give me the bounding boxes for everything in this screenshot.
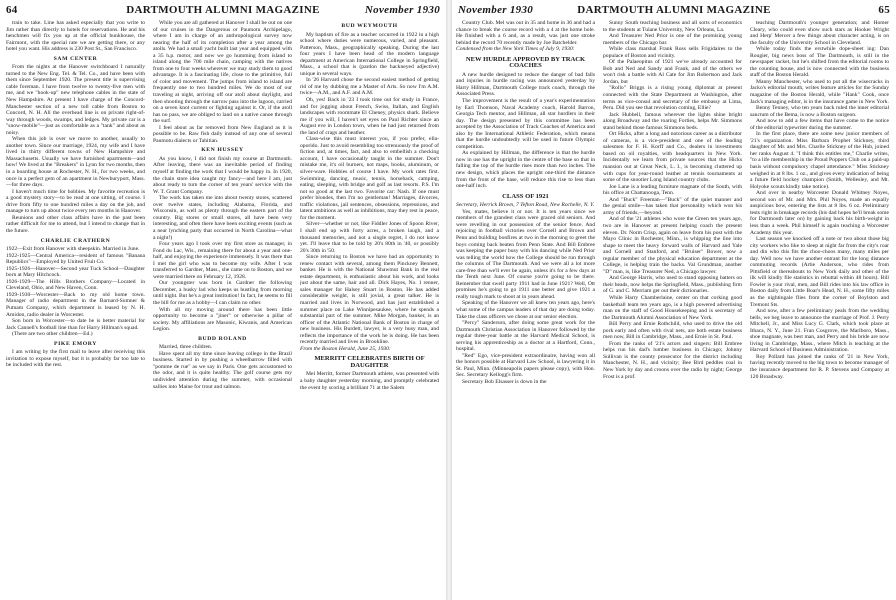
paragraph: train to take. Line has asked especially that you write to Jim rather than directly to hotels for reservations. He and his henchmen will fix you up at the official bunkhouse, the Fairmont, with the special rate we are getting there, or any hotel you want. His address is 230 Post St., San Francisco. bbox=[6, 20, 145, 53]
paragraph: Benny Tenney, who ten years back ruled the inner editorial sanctum of the Bema, is now a Boston surgeon. bbox=[750, 105, 889, 118]
paragraph: "Rollo" Briggs is a rising young diplomat at present connected with the State Department at Washington, after terms as vice-consul and secretary of the embassy at Lima, Peru. Did you see that revolution coming, Ellie? bbox=[603, 85, 742, 112]
paragraph: My baptism of fire as a teacher occurred in 1922 in a high school where duties were numerous, varied, and pleasant. Patterson, Mass., geographically speaking. During the last four years I have been head of the modern language department at American International College in Springfield, Mass., a school that is (pardon the hackneyed adjective) unique in several ways. bbox=[300, 31, 439, 77]
paragraph: Mel Merritt, former Dartmouth athlete, was presented with a baby daughter yesterday morning, and promptly celebrated the event by scoring a brilliant 71 at the Salem bbox=[300, 371, 439, 391]
section-heading: BUD WEYMOUTH bbox=[341, 23, 398, 29]
paragraph: And now, after a few preliminary peals from the wedding bells, we beg leave to announce the marriage of Prof. J. Perry Mitchell, Jr., and Miss Lucy G. Clark, which took place at Ithaca, N. Y., June 21. Fran Cosgrove, the Marlboro, Mass., shoe magnate, was best man, and Perry and his bride are now living in Cambridge, Mass., where Mitch is teaching at the Harvard School of Business Administration. bbox=[750, 308, 889, 354]
paragraph: Ort Hicks, after a long and notorious career as a distributor of cameras, is a vice-president and one of the leading salesmen for F. H. Korff and Co., dealers in investments based on oil royalties, with headquarters in New York. Incidentally we learn from private sources that the Hicks mansion out at Great Neck, L. I., is becoming cluttered up with cups for year-round leather at tennis tournaments at some of the snootier Long Island country clubs. bbox=[603, 131, 742, 184]
article-headline: CLASS OF 1921 bbox=[502, 192, 549, 200]
paragraph: While today finds the erstwhile dope-sheet ing: Dan Rougier, big news boss of The Dartmouth, is still in the newspaper racket, but he's shifted from the editorial rooms to the counting house, and is now connected with the business staff of the Boston Herald. bbox=[750, 46, 889, 79]
left-running-head bbox=[6, 4, 440, 18]
page-number: 65 bbox=[878, 4, 890, 16]
paragraph: In the first place, there are some new junior members of '21's organization. Miss Barbara Prophet Stickney, third daughter of Mr. and Mrs. Charlie Stickney of the Hub, joined her ranks August 4. "I think this entitles me," Charlie writes, "to a life membership in the Proud Poppers Club on a paid-up basis without compulsory chapel attendance." Miss Stickney weighed in at 8 lbs. 1 oz., and gives every indication of being a future field hockey champion (Smith, Wellesley, and Mt. Holyoke scouts kindly take notice). bbox=[750, 131, 889, 190]
issue-date: November 1930 bbox=[458, 4, 534, 16]
paragraph: (There are two other children—Ed.) bbox=[12, 331, 93, 338]
paragraph: teaching Dartmouth's younger generation; and Homer Cleary, who could even show such stars as Hooker Wright and Herp' Mercer a few things about character acting, is on the faculty of the University School in Cleveland. bbox=[750, 20, 889, 46]
magazine-title: DARTMOUTH ALUMNI MAGAZINE bbox=[577, 4, 771, 16]
paragraph: Country Club. Mel was out in 35 and home in 36 and had a chance to break the course record with a 4 at the home hole. He finished with a 6 and, as a result, was just one stroke behind the record 70 recently made by Joe Batchelder. bbox=[456, 20, 595, 46]
paragraph: And over in nearby Worcester Donald Whitney Noyes, second son of Mr. and Mrs. Phil Noyes, made an equally auspicious bow, entering the lists at 8 lbs. 6 oz. Preliminary tests right in breakage records (his dad hopes he'll break some for Dartmouth later on) by gaining back his birth-weight in less than a week. Phil himself is again teaching a Worcester Academy this year. bbox=[750, 190, 889, 236]
paragraph: I feel about as far removed from New England as it is possible to be. Raw fish daily instead of any one of several Paumotu dialects or Tahitian. bbox=[153, 124, 292, 144]
paragraph: Since returning to Boston we have had an opportunity to renew contact with several, among them Pinckney Bennett, banker. He is with the National Shawmut Bank in the real estate department, is enthusiastic about his work, and looks just about the same, hair and all. Dick Hayes, No. 1 renner, sales manager for Halsey Stuart in Boston. He has added considerable weight, is still jovial, a great talker. He is married and lives in Norwood, and has just established a summer place on Lake Winnipesaukee, where he spends a substantial part of the summer. Mike Morgan, banker, is an officer of the Atlantic National Bank of Boston in charge of new business. His Burdett, lawyer, is a very busy man, and reflects the importance of the work he is doing. He has been recently married and lives in Brookline. bbox=[300, 254, 439, 346]
timeline-entry: 1929-1930—Worcester—Back to my old home town. Manager of radio department in the Barnard-Sumner & Putnam Company, which department is leased by N. H. Amidon, radio dealer in Worcester. bbox=[6, 291, 145, 318]
source-line: From the Boston Herald, June 25, 1930: bbox=[300, 345, 391, 352]
paragraph: "Percy" Sanderson, after doing some great work for the Dartmouth Christian Association in Hanover followed by the regular three-year battle at the Harvard Medical School, is serving his apprenticeship as a doctor at a Hartford, Conn., hospital. bbox=[456, 320, 595, 353]
paragraph: Yes, mates, believe it or not. It is ten years since we members of the grandest class were graced old seniors. And were revelling in our possession of the senior fence. And rejoicing in football victories over Cornell and Brown and Penn and building bonfires at two in the morning to greet the boys coming back beaten from Penn State. And Bill Embree was keeping the paper busy with his dancing while Ned Prior was telling the world how the College should be run through the columns of The Dartmouth. And we were all a lot more care-free than we'll ever be again, unless it's for a few days at the Tenth next June. Of course you're going to be there. Remember that swell party 1911 had in June 1921? Well, Ott promises he's going to go 1911 one better and give 1921 a really tough mark to shoot at in years ahead. bbox=[456, 208, 595, 300]
section-heading: CHARLIE CRATHERN bbox=[40, 237, 111, 244]
paragraph: From the nights at the Hanover switchboard I naturally turned to the New Eng. Tel. & Tel. Co., and have been with them since September 1920. The present title is supervising cable foreman. I have from twelve to twenty-five men with me, and we "hook-up" new telephone cables in the state of New Hampshire. At present I have charge of the Concord-Manchester section of a new toll cable from Boston to Concord, N. H. All the overhead line is on private right-of-way through woods, swamps, and ledges. My private car is a "snow-mobile"—just as comfortable as a "tank" and about as noisy. bbox=[6, 64, 145, 136]
paragraph: I am writing by the first mail to leave after receiving this invitation to expose myself, but it is probably far too late to be included with the rest. bbox=[6, 349, 145, 369]
timeline-entry: 1922-1925—Central America—resident of famous "Banana Republics"—Employed by United Fruit Co. bbox=[6, 252, 145, 266]
paragraph: Jack Hubbell, famous wherever the lights shine bright along Broadway and the roaring Forties, helps Mr. Simmons stand behind those famous Simmons beds. bbox=[603, 111, 742, 131]
paragraph: From the ranks of '21's actors and singers: Bill Embree helps run his dad's lumber business in Chicago; Johnny Sullivan is the county prosecutor for the district including Manchester, N. H., and vicinity; Bee Bird peddles coal in New York by day and croons over the radio by night; George Frost is a prof. bbox=[603, 340, 742, 380]
text-column bbox=[300, 20, 439, 596]
paragraph: Last season we knocked off a note or two about those big city workers who like to sleep at night far from the city's roar and din who this fits the choo-choos many, many miles per day. Well now we have another entrant for the long distance commuting records (Artie Anderson, who rides from Pittsfield or thereabouts to New York daily and other of the ilk will kindly file statistics in rebuttal within 48 hours). Bill Fowler is your rival, men, and Bill rides into his law office in Boston daily from Little Boar's Head, N. H., some fifty miles as the nightingale flies from the corner of Boylston and Tremont Sts. bbox=[750, 236, 889, 308]
paragraph: Four years ago I took over my first store as manager, in Fond du Lac, Wis., remaining there for about a year and one-half, and enjoying the experience immensely. It was there that I met the girl who was to become my wife. After I was transferred to Gardner, Mass., she came on to Boston, and we were married there on February 12, 1928. bbox=[153, 241, 292, 280]
paragraph: When this job is over we move to another, usually to another town. Since our marriage, 1924, my wife and I have lived in thirty different towns of New Hampshire and Massachusetts. Usually we have furnished apartments—and how! We lived at the "Breakers" in Lynn for two months, then in a boarding house at Rochester, N. H., for two weeks, and once in a perfect gem of an apartment in Newburyport, Mass.—for three days. bbox=[6, 136, 145, 189]
paragraph: Sunny South teaching business and all sorts of economics to the students at Tulane University, New Orleans, La. bbox=[603, 20, 742, 33]
paragraph: Married, three children. bbox=[159, 344, 213, 351]
right-running-head bbox=[458, 4, 890, 18]
paragraph: With all my moving around there has been little opportunity to become a "jiner" or otherwise a pillar of society. My affiliations are Masonic, Kiwanis, and American Legion. bbox=[153, 306, 292, 333]
section-heading: KEN HUSSEY bbox=[201, 147, 244, 154]
paragraph: And Treasurer Ned Prior is one of the promising young members of the Chicago bar. bbox=[603, 33, 742, 46]
paragraph: Secretary Bob Elsasser is down in the bbox=[462, 378, 547, 385]
section-heading: SAM CENTER bbox=[53, 55, 98, 62]
paragraph: "Red" Ego, vice-president extraordinaire, having won all the honors possible at Harvard Law School, is lawyering it in St. Paul, Minn. (Minneapolis papers please copy), with Hon. Sec. Secretary Kellogg's firm. bbox=[456, 352, 595, 379]
paragraph: Bill Perry and Ernie Rothchild, who used to drive the old pork early and often with rival nets, are both estate business men now, Bill in Cambridge, Mass., and Ernie in St. Paul. bbox=[603, 321, 742, 341]
paragraph: Have spent all my time since leaving college in the Brazil business. Started in by pushing a wheelbarrow filled with "pomme de rue" as we say in Paris. One gets accustomed to the odor, and it is quite healthy. The golf course gets my undivided attention during the summer, with occasional sallies into Maine for trout and salmon. bbox=[153, 350, 292, 390]
paragraph: Reunions and other class affairs have in the past been rather difficult for me to attend, but I intend to change that in the future. bbox=[6, 214, 145, 234]
text-column bbox=[153, 20, 292, 596]
paragraph: I haven't much time for hobbies. My favorite recreation is a good mystery story—to be read at one sitting, of course. I drive from fifty to one hundred miles a day on the job, and manage to turn up about twice every ten months in Hanover. bbox=[6, 188, 145, 215]
paragraph: Silver—whether or not, like Fiddler Jones of Spoon River, I shall end up with forty acres, a broken laugh, and a thousand memories, and not a single regret, I do not know yet. I'll leave that to be told by 20's 80th in '40, or possibly 20's 30th in '50. bbox=[300, 221, 439, 254]
paragraph: Oh, yes! Back in '23 I took time out for study in France, and for jogging about French, Swiss, Italian, and English landscapes with roommate El Cheney, physics shark. Believe me if you will, I haven't set eyes on Paul Richter since an August eve in London town, when he had just returned from the land of crags and heather. bbox=[300, 97, 439, 136]
paragraph: Our youngster was born in Gardner the following December, a husky lad who keeps us hustling from morning until night. But he's a great institution! In fact, he seems to fill the bill for me as a hobby—I can claim no other. bbox=[153, 280, 292, 306]
text-column bbox=[6, 20, 145, 596]
source-line: Condensed from the New York Times of July 9, 1930: bbox=[456, 46, 575, 53]
paragraph: And of the '21 athletes who wore the Green ten years ago, two are in Hanover at present helping coach the present eleven. Dr. Norm Crisp, again on leave from his post with the Mayo Clinic in Rochester, Minn., is whipping the line into shape to meet the heavy forward walls of Harvard and Yale and Cornell and Stanford, and "Bruiser" Bower, now a regular member of the physical education department at the College, is helping train the backs. Val Grundman, another "D" man, is, like Treasurer Ned, a Chicago lawyer. bbox=[603, 216, 742, 275]
paragraph: Of the Palaeopitus of 1921 we've already accounted for Bob and Ned and Sandy and Frank, and of the others we won't risk a battle with Al Cate for Jim Robertson and Jack Jordan, but bbox=[603, 59, 742, 85]
text-column bbox=[750, 20, 889, 596]
left-page bbox=[0, 0, 446, 600]
paragraph: While Harry Chamberlaine, center on that corking good basketball team ten years ago, is a high powered advertising man on the staff of Good Housekeeping and is secretary of the Dartmouth Alumni Association of New York. bbox=[603, 294, 742, 321]
paragraph: Joe Lane is a leading furniture magnate of the South, with his office at Chattanooga, Tenn. bbox=[603, 183, 742, 197]
right-page bbox=[452, 0, 896, 600]
timeline-entry: 1922—Exit from Hanover with sheepskin. Married in June. bbox=[6, 246, 140, 253]
paragraph: Speaking of the Hanover we all knew ten years ago, here's what some of the campus leaders of that day are doing today. Take the class officers we chose at our senior election. bbox=[456, 300, 595, 320]
secretary-line: Secretary, Herrick Brown, 7 Tefton Road, New Rochelle, N. Y. bbox=[456, 202, 595, 209]
paragraph: The work has taken me into about twenty stores, scattered over twelve states, including Alabama, Florida, and Wisconsin, as well as plenty through the eastern part of the country. Big stores or small stores, all have been very interesting, and often there have been exciting events (such as a near lynching party that occurred in North Carolina—what a night!) bbox=[153, 195, 292, 241]
paragraph: Class-wise this must interest you, if you prefer, ella-oporido. Just to avoid resembling too strenuously the proof of fiction and, at times, fact, and also to embellish a checking account, I have occasionally taught in the summer. Don't mistake me, it's oil burners, not maps, books, aluminum, or silver-ware. Hobbies of course I have. My work rates first. Swimming, dancing, music, tennis, horseback, camping, eating, sleeping, with bridge and golf as last resorts. P.S. I'm not so good at the last two. Favorite car: Nash. If one must prefer blondes, then I'm no gentleman! Marriages, divorces, traffic violations, jail sentences, obsessions, repressions, and latent ambitions as well as inhibitions, may they rest in peace, for the moment. bbox=[300, 136, 439, 221]
text-column bbox=[456, 20, 595, 596]
timeline-entry: 1926-1929—The Hills Brothers Company—Located in Cleveland, Ohio, and New Haven, Conn. bbox=[6, 278, 145, 292]
text-column bbox=[603, 20, 742, 596]
paragraph: And George Harris, who used to stand opposing batters on their heads, now helps the Springfield, Mass., publishing firm of G. and C. Merriam get out their dictionaries. bbox=[603, 275, 742, 295]
paragraph: While you are all gathered at Hanover I shall be out on one of our cruises in the Dangerous or Paumotu Archipelago, where I am in charge of an anthropological survey now nearing the half of its completion after a year among the atolls. We had a small yacht built last year and equipped with a 35 h.p. motor, and now we go humming from island to island along the 700 mile chain, camping with the natives from one to four weeks wherever we may study them to good advantage. It is a fascinating life, close to the primitive, full of color and movement. The jumps from island to island are frequently one to two hundred miles. We do most of our traveling at night, arriving off our atoll about daylight, and then shooting through the narrow pass into the lagoon, carried on a seven knot current or fighting against it. Or, if the atoll has no pass, we are obliged to land on a native canoe through the surf. bbox=[153, 20, 292, 125]
paragraph: Roy Pollard has joined the ranks of '21 in New York, having recently moved to the big town to become manager of the insurance department for R. P. Stevens and Company at 120 Broadway. bbox=[750, 353, 889, 380]
timeline-entry: 1925-1926—Hanover—Second year Tuck School—Daughter born at Mary Hitchcock. bbox=[6, 265, 145, 279]
paragraph: The improvement is the result of a year's experimentation by Earl Thomson, Naval Academy coach, Harold Barron, Georgia Tech mentor, and Hillman, all star hurdlers in their day. The design presented by this committee has been accepted by the Association of Track Coaches of America and also by the International Athletic Federation, which means that the hurdle undoubtedly will be used in future Olympic competition. bbox=[456, 98, 595, 150]
paragraph: As you know, I did not finish my course at Dartmouth. After leaving, there was an inevitable period of finding myself at finding the work that I would be happy in. In 1920, the chain store idea caught my fancy—and here I am, just about ready to turn the corner of ten years' service with the W. T. Grant Company. bbox=[153, 155, 292, 195]
paragraph: And "Buck" Freeman—"Buck" of the quiet manner and the genial smile—has taken that personality which won his army of friends,—beyond. bbox=[603, 196, 742, 216]
paragraph: In '26 Harvard chose the second easiest method of getting rid of me by dubbing me a Master of Arts. So now I'm A.M. twice—A.M., and A.F. and A.M. bbox=[300, 77, 439, 97]
article-headline: NEW HURDLE APPROVED BY TRACK COACHES bbox=[465, 55, 586, 70]
article-headline: MERRITT CELEBRATES BIRTH OF DAUGHTER bbox=[314, 355, 425, 369]
paragraph: Son born in Worcester—to date he is better material for Jack Cannell's football line than for Harry Hillman's squad. bbox=[6, 318, 145, 331]
paragraph: While class marshal Frank Ross sells Frigidaires to the populace of Boston and vicinity. bbox=[603, 46, 742, 59]
page-number: 64 bbox=[6, 4, 18, 16]
paragraph: And now to add a few items that have come to the notice of the editorial typewriter during the summer. bbox=[750, 118, 889, 131]
section-heading: PIKE EMORY bbox=[54, 340, 97, 347]
paragraph: A new hurdle designed to reduce the danger of bad falls and injuries in hurdle racing was announced yesterday by Harry Hillman, Dartmouth College track coach, through the Associated Press. bbox=[456, 71, 595, 98]
magazine-title: DARTMOUTH ALUMNI MAGAZINE bbox=[126, 4, 320, 16]
issue-date: November 1930 bbox=[364, 4, 440, 16]
paragraph: Manny Manchester, who used to put all the wisecracks in Jacko's editorial mouth, writes feature articles for the Sunday magazine of the Boston Herald, while "Hank" Cook, once Jack's managing editor, is in the insurance game in New York. bbox=[750, 78, 889, 105]
section-heading: BUDD ROLAND bbox=[198, 335, 247, 342]
paragraph: As explained by Hillman, the difference is that the hurdle now in use has the upright in the centre of the base so that in falling the top of the hurdle rises more than two inches. The new design, which places the upright one-third the distance from the front of the base, will reduce this rise to less than one-half inch. bbox=[456, 150, 595, 190]
